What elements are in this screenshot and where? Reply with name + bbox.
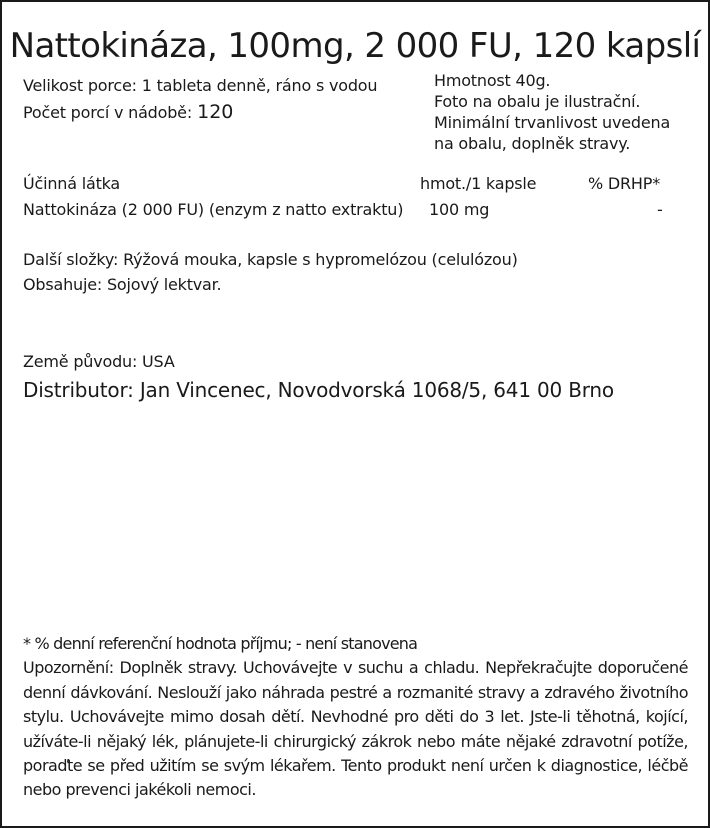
other-ingredients: Další složky: Rýžová mouka, kapsle s hypromelózou (celulózou) <box>23 250 518 269</box>
warning-section <box>23 632 688 803</box>
servings-count <box>23 101 233 123</box>
table-header-amount: hmot./1 kapsle <box>420 174 537 193</box>
table-row-substance: Nattokináza (2 000 FU) (enzym z natto extraktu) <box>23 200 404 219</box>
footnote: * % denní referenční hodnota příjmu; - není stanovena <box>23 634 418 653</box>
table-header-substance: Účinná látka <box>23 174 121 193</box>
expiry-note-line1: Minimální trvanlivost uvedena <box>434 113 671 132</box>
servings-count-label: Počet porcí v nádobě: <box>23 103 193 122</box>
table-row-rhp: - <box>657 200 663 219</box>
servings-count-value: 120 <box>197 101 234 123</box>
photo-note: Foto na obalu je ilustrační. <box>434 92 641 111</box>
info-block <box>434 70 704 154</box>
serving-size: Velikost porce: 1 tableta denně, ráno s vodou <box>23 76 378 95</box>
weight-text: Hmotnost 40g. <box>434 71 551 90</box>
distributor: Distributor: Jan Vincenec, Novodvorská 1068/5, 641 00 Brno <box>23 378 614 402</box>
table-row-amount: 100 mg <box>429 200 490 219</box>
expiry-note-line2: na obalu, doplněk stravy. <box>434 134 631 153</box>
country-of-origin: Země původu: USA <box>23 352 175 371</box>
allergen-info: Obsahuje: Sojový lektvar. <box>23 275 222 294</box>
product-title: Nattokináza, 100mg, 2 000 FU, 120 kapslí <box>9 26 701 66</box>
warning-text: Upozornění: Doplněk stravy. Uchovávejte v suchu a chladu. Nepřekračujte doporučené denní dávkování. Neslouží jako náhrada pestré a rozmanité stravy a zdravého životního stylu. Uchovávejte mimo dosah dětí. Nevhodné pro děti do 3 let. Jste-li těhotná, kojící, užíváte-li nějaký lék, plánujete-li chirurgický zákrok nebo máte nějaké zdravotní potíže, poraďte se před užitím se svým lékařem. Tento produkt není určen k diagnostice, léčbě nebo prevenci jakékoli nemoci. <box>23 658 688 800</box>
table-header-rhp: % DRHP* <box>588 174 661 193</box>
